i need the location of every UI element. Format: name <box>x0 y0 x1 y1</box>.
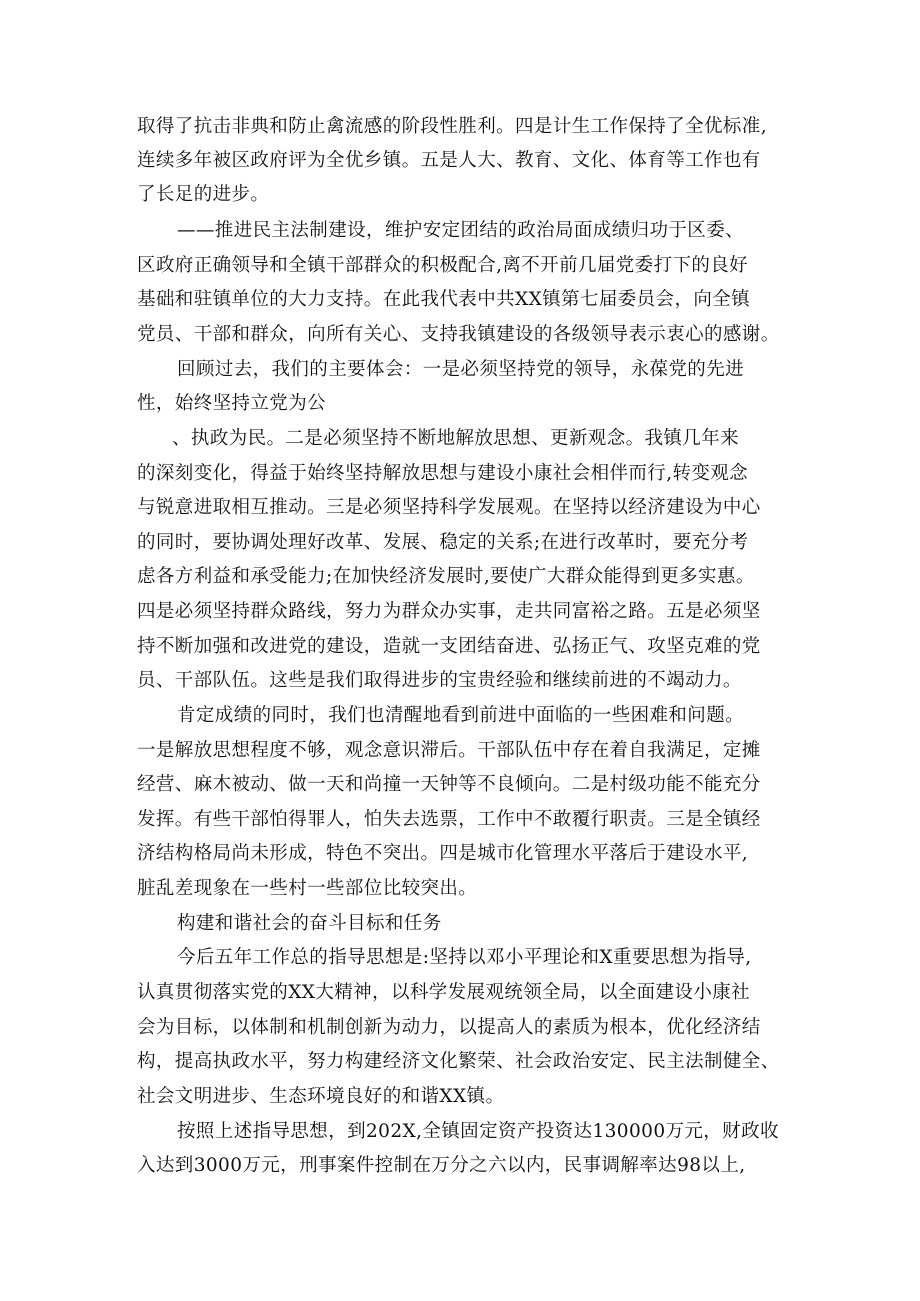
text-line: 、执政为民。二是必须坚持不断地解放思想、更新观念。我镇几年来 <box>172 428 740 449</box>
section-heading: 构建和谐社会的奋斗目标和任务 <box>177 913 442 934</box>
text-line: 按照上述指导思想，到202X,全镇固定资产投资达130000万元，财政收 <box>177 1121 779 1142</box>
text-line: 虑各方利益和承受能力;在加快经济发展时,要使广大群众能得到更多实惠。 <box>137 566 755 587</box>
text-line: 会为目标，以体制和机制创新为动力，以提高人的素质为根本，优化经济结 <box>137 1017 761 1038</box>
text-line: 了长足的进步。 <box>137 184 270 205</box>
text-line: 发挥。有些干部怕得罪人，怕失去选票，工作中不敢覆行职责。三是全镇经 <box>137 809 761 830</box>
text-line: 肯定成绩的同时，我们也清醒地看到前进中面临的一些困难和问题。 <box>177 705 745 726</box>
text-line: 济结构格局尚未形成，特色不突出。四是城市化管理水平落后于建设水平, <box>137 843 749 864</box>
text-line: 与锐意进取相互推动。三是必须坚持科学发展观。在坚持以经济建设为中心 <box>137 497 761 518</box>
text-line: 的深刻变化，得益于始终坚持解放思想与建设小康社会相伴而行,转变观念 <box>137 463 749 484</box>
text-line: 区政府正确领导和全镇干部群众的积极配合,离不开前几届党委打下的良好 <box>137 255 749 276</box>
text-line: 持不断加强和改进党的建设，造就一支团结奋进、弘扬正气、攻坚克难的党 <box>137 636 761 657</box>
text-line: ——推进民主法制建设，维护安定团结的政治局面成绩归功于区委、 <box>177 220 745 241</box>
text-line: 取得了抗击非典和防止禽流感的阶段性胜利。四是计生工作保持了全优标准, <box>137 116 767 137</box>
text-line: 的同时，要协调处理好改革、发展、稳定的关系;在进行改革时，要充分考 <box>137 532 749 553</box>
text-line: 四是必须坚持群众路线，努力为群众办实事，走共同富裕之路。五是必须坚 <box>137 601 761 622</box>
text-line: 经营、麻木被动、做一天和尚撞一天钟等不良倾向。二是村级功能不能充分 <box>137 774 761 795</box>
text-line: 入达到3000万元，刑事案件控制在万分之六以内，民事调解率达98以上, <box>137 1155 746 1176</box>
text-line: 社会文明进步、生态环境良好的和谐XX镇。 <box>137 1086 505 1107</box>
text-line: 性，始终坚持立党为公 <box>137 393 327 414</box>
text-line: 一是解放思想程度不够，观念意识滞后。干部队伍中存在着自我满足，定摊 <box>137 740 761 761</box>
text-line: 员、干部队伍。这些是我们取得进步的宝贵经验和继续前进的不竭动力。 <box>137 670 742 691</box>
text-line: 基础和驻镇单位的大力支持。在此我代表中共XX镇第七届委员会，向全镇 <box>137 289 751 310</box>
text-line: 构，提高执政水平，努力构建经济文化繁荣、社会政治安定、民主法制健全、 <box>137 1051 780 1072</box>
text-line: 今后五年工作总的指导思想是:坚持以邓小平理论和X重要思想为指导, <box>177 947 752 968</box>
text-line: 脏乱差现象在一些村一些部位比较突出。 <box>137 878 478 899</box>
text-line: 回顾过去，我们的主要体会：一是必须坚持党的领导，永葆党的先进 <box>177 359 745 380</box>
text-line: 连续多年被区政府评为全优乡镇。五是人大、教育、文化、体育等工作也有 <box>137 150 761 171</box>
text-line: 党员、干部和群众，向所有关心、支持我镇建设的各级领导表示衷心的感谢。 <box>137 324 780 345</box>
text-line: 认真贯彻落实党的XX大精神，以科学发展观统领全局，以全面建设小康社 <box>137 982 751 1003</box>
